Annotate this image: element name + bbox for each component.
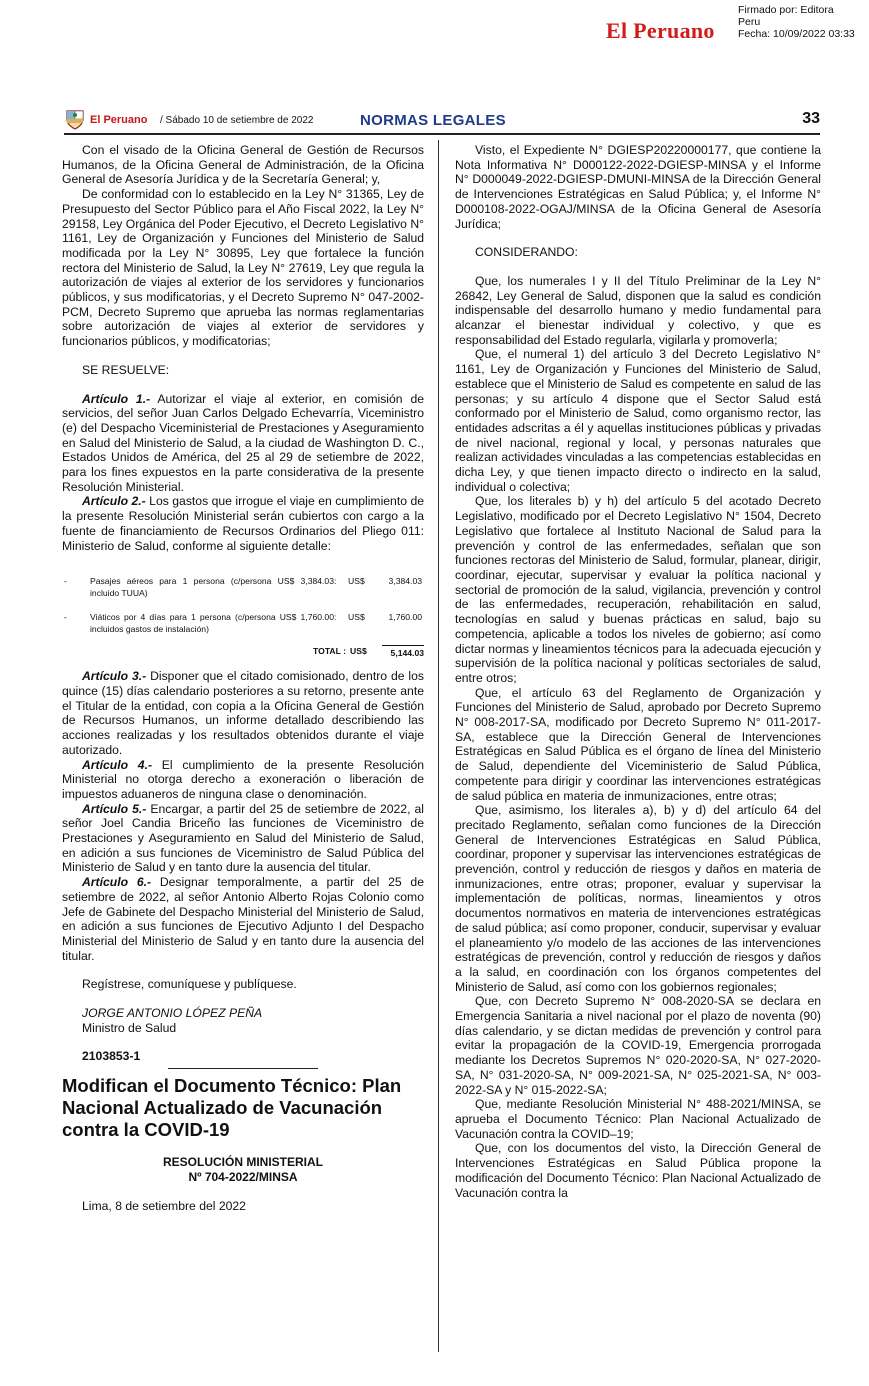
table-cell-description: Viáticos por 4 días para 1 persona (c/persona US$ 1,760.00 incluidos gastos de instalación) [90, 612, 334, 635]
signature-text [738, 4, 855, 40]
resolution-type: RESOLUCIÓN MINISTERIAL [162, 1155, 323, 1170]
header-date: / Sábado 10 de setiembre de 2022 [160, 115, 314, 126]
resolution-title: Modifican el Documento Técnico: Plan Nacional Actualizado de Vacunación contra la COVID-19 [62, 1075, 402, 1141]
article-label: Artículo 6.- [82, 875, 152, 890]
table-total-row [62, 645, 424, 659]
resolution-heading [62, 1155, 424, 1185]
total-label: TOTAL : [313, 646, 346, 657]
paragraph: Que, mediante Resolución Ministerial N° 488-2021/MINSA, se aprueba el Documento Técnico: Plan Nacional Actualizado de Vacunación contra la COVID–19; [455, 1097, 821, 1141]
paragraph: De conformidad con lo establecido en la Ley N° 31365, Ley de Presupuesto del Sector Público para el Año Fiscal 2022, la Ley N° 29158, Ley Orgánica del Poder Ejecutivo, el Decreto Legislativo N° 1161, Ley de Organización y Funciones del Ministerio de Salud modificada por la Ley N° 30895, Ley que fortalece la función rectora del Ministerio de Salud, la Ley N° 27619, Ley que regula la autorización de viajes al exterior de los servidores y funcionarios públicos, y sus modificatorias, y el Decreto Supremo N° 047-2002-PCM, Decreto Supremo que aprueba las normas reglamentarias sobre autorización de viajes al exterior de servidores y funcionarios públicos, y modificatorias; [62, 187, 424, 349]
left-column [62, 143, 424, 1214]
article-3: Artículo 3.- Disponer que el citado comisionado, dentro de los quince (15) días calendario posteriores a su retorno, presente ante el Titular de la entidad, con copia a la Oficina General de Gestión de Recursos Humanos, un informe detallado describiendo las acciones realizadas y los resultados obtenidos durante el viaje autorizado. [62, 669, 424, 757]
closing-formula: Regístrese, comuníquese y publíquese. [82, 977, 297, 992]
paragraph: Visto, el Expediente N° DGIESP20220000177, que contiene la Nota Informativa N° D000122-2022-DGIESP-MINSA y el Informe N° D000049-2022-DGIESP-DMUNI-MINSA de la Dirección General de Intervenciones Estratégicas en Salud Pública; y, el Informe N° D000108-2022-OGAJ/MINSA de la Oficina General de Asesoría Jurídica; [455, 143, 821, 231]
paragraph: Que, el artículo 63 del Reglamento de Organización y Funciones del Ministerio de Salud, aprobado por Decreto Supremo N° 008-2017-SA, modificado por Decreto Supremo N° 011-2017-SA, establece que la Dirección General de Intervenciones Estratégicas en Salud Pública es el órgano de línea del Ministerio de Salud, dependiente del Viceministerio de Salud Pública, competente para dirigir y coordinar las intervenciones estratégicas de salud pública en materia de inmunizaciones, entre otras; [455, 685, 821, 803]
section-title: NORMAS LEGALES [360, 112, 506, 129]
digital-signature-stamp [606, 2, 866, 46]
expense-table [62, 575, 424, 659]
article-5: Artículo 5.- Encargar, a partir del 25 de setiembre de 2022, al señor Joel Candia Briceño las funciones de Viceministro de Prestaciones y Aseguramiento en Salud del Ministerio de Salud, en adición a sus funciones de Viceministro de Salud Pública del Ministerio de Salud y en tanto dure la ausencia del titular. [62, 801, 425, 875]
document-code: 2103853-1 [82, 1049, 141, 1064]
place-date: Lima, 8 de setiembre del 2022 [82, 1199, 246, 1214]
signature-line-3: Fecha: 10/09/2022 03:33 [738, 28, 855, 40]
article-label: Artículo 4.- [82, 757, 153, 772]
article-label: Artículo 1.- [82, 391, 151, 406]
total-amount: 5,144.03 [382, 645, 424, 659]
considerando: CONSIDERANDO: [475, 245, 578, 260]
page-number: 33 [802, 110, 820, 127]
se-resuelve: SE RESUELVE: [82, 362, 170, 377]
article-4: Artículo 4.- El cumplimiento de la presente Resolución Ministerial no otorga derecho a exoneración o liberación de impuestos aduaneros de ninguna clase o denominación. [62, 757, 424, 801]
total-currency: US$ [350, 646, 367, 657]
header-rule [64, 133, 820, 135]
table-cell-amount: 3,384.03 [388, 576, 422, 587]
article-label: Artículo 5.- [82, 801, 147, 816]
separator-line [168, 1068, 318, 1069]
signature-line-2: Peru [738, 16, 761, 28]
table-cell-currency: US$ [348, 612, 365, 623]
header-brand: El Peruano [90, 114, 148, 126]
paragraph: Con el visado de la Oficina General de Gestión de Recursos Humanos, de la Oficina General de Administración, de la Oficina General de Asesoría Jurídica y de la Secretaría General; y, [62, 143, 424, 187]
article-6: Artículo 6.- Designar temporalmente, a partir del 25 de setiembre de 2022, al señor Antonio Alberto Rojas Colonio como Jefe de Gabinete del Despacho Ministerial del Ministerio de Salud, en adición a sus funciones de Ejecutivo Adjunto I del Despacho Ministerial del Ministerio de Salud y en tanto dure la ausencia del titular. [62, 875, 424, 963]
table-row: - Pasajes aéreos para 1 persona (c/persona US$ 3,384.03 incluido TUUA) : US$ 3,384.03 [64, 576, 422, 599]
paragraph: Que, los literales b) y h) del artículo 5 del acotado Decreto Legislativo, modificado por el Decreto Legislativo N° 1504, Decreto Legislativo que fortalece al Instituto Nacional de Salud para la prevención y control de las enfermedades, señalan que son funciones rectoras del Ministerio de Salud, formular, planear, dirigir, coordinar, ejecutar, supervisar y evaluar la política nacional y sectorial de promoción de la salud, vigilancia, prevención y control de las enfermedades, recuperación, rehabilitación en salud, tecnologías en salud y buenas prácticas en salud, bajo su competencia, aplicable a todos los niveles de gobierno; así como dictar normas y lineamientos técnicos para la adecuada ejecución y supervisión de la política nacional y políticas sectoriales de salud, entre otros; [455, 494, 821, 685]
signature-line-1: Firmado por: Editora [738, 4, 834, 16]
article-label: Artículo 2.- [82, 494, 146, 509]
article-1: Artículo 1.- Autorizar el viaje al exterior, en comisión de servicios, del señor Juan Carlos Delgado Echevarría, Viceministro (e) del Despacho Viceministerial de Prestaciones y Aseguramiento en Salud del Ministerio de Salud, a la ciudad de Washington D. C., Estados Unidos de América, del 25 al 29 de setiembre de 2022, para los fines expuestos en la parte considerativa de la presente Resolución Ministerial. [62, 391, 425, 494]
signer-role: Ministro de Salud [82, 1020, 177, 1035]
page-header [64, 108, 820, 132]
column-divider [438, 140, 439, 1352]
resolution-number: Nº 704-2022/MINSA [188, 1170, 298, 1185]
coat-of-arms-icon [64, 108, 86, 130]
article-label: Artículo 3.- [82, 669, 147, 684]
paragraph: Que, asimismo, los literales a), b) y d) del artículo 64 del precitado Reglamento, señalan como funciones de la Dirección General de Intervenciones Estratégicas en Salud Pública, coordinar, proponer y supervisar las intervenciones estratégicas de prevención, control y reducción de riesgos y daños en materia de inmunizaciones, entre otras; proponer, evaluar y supervisar la implementación de políticas, normas, lineamientos y otros documentos normativos en materia de intervenciones estratégicas de salud pública; así como proponer, conducir, supervisar y evaluar el planeamiento y/o modelo de las acciones de las intervenciones estratégicas de prevención, control y reducción de riesgos y daños a la salud, en coordinación con los órganos competentes del Ministerio de Salud, así como con los gobiernos regionales; [455, 803, 821, 994]
paragraph: Que, con Decreto Supremo N° 008-2020-SA se declara en Emergencia Sanitaria a nivel nacional por el plazo de noventa (90) días calendario, y se dictan medidas de prevención y control para evitar la propagación de la COVID-19, Emergencia prorrogada mediante los Decretos Supremos N° 020-2020-SA, N° 027-2020-SA, N° 031-2020-SA, N° 009-2021-SA, N° 025-2021-SA, N° 003-2022-SA y N° 015-2022-SA; [455, 994, 821, 1097]
article-2: Artículo 2.- Los gastos que irrogue el viaje en cumplimiento de la presente Resolución Ministerial serán cubiertos con cargo a la fuente de financiamiento de Recursos Ordinarios del Pliego 011: Ministerio de Salud, conforme al siguiente detalle: [62, 494, 425, 553]
paragraph: Que, el numeral 1) del artículo 3 del Decreto Legislativo N° 1161, Ley de Organización y Funciones del Ministerio de Salud, establece que el Ministerio de Salud es competente en salud de las personas; y su artículo 4 dispone que el Sector Salud está conformado por el Ministerio de Salud, como organismo rector, las entidades adscritas a él y aquellas instituciones públicas y privadas de nivel nacional, regional y local, y personas naturales que realizan actividades vinculadas a las competencias establecidas en dicha Ley, y que tienen impacto directo o indirecto en la salud, individual o colectiva; [455, 347, 821, 494]
signer-name: JORGE ANTONIO LÓPEZ PEÑA [82, 1006, 263, 1021]
el-peruano-logo: El Peruano [606, 18, 715, 43]
table-cell-amount: 1,760.00 [388, 612, 422, 623]
paragraph: Que, con los documentos del visto, la Dirección General de Intervenciones Estratégicas en Salud Pública propone la modificación del Documento Técnico: Plan Nacional Actualizado de Vacunación contra la [455, 1141, 821, 1200]
table-row: - Viáticos por 4 días para 1 persona (c/persona US$ 1,760.00 incluidos gastos de instalación) : US$ 1,760.00 [64, 612, 422, 635]
table-cell-currency: US$ [348, 576, 365, 587]
paragraph: Que, los numerales I y II del Título Preliminar de la Ley N° 26842, Ley General de Salud, disponen que la salud es condición indispensable del desarrollo humano y medio fundamental para alcanzar el bienestar individual y colectivo, y que es responsabilidad del Estado regularla, vigilarla y promoverla; [455, 273, 821, 347]
right-column [455, 143, 821, 1200]
table-cell-description: Pasajes aéreos para 1 persona (c/persona US$ 3,384.03 incluido TUUA) [90, 576, 334, 599]
